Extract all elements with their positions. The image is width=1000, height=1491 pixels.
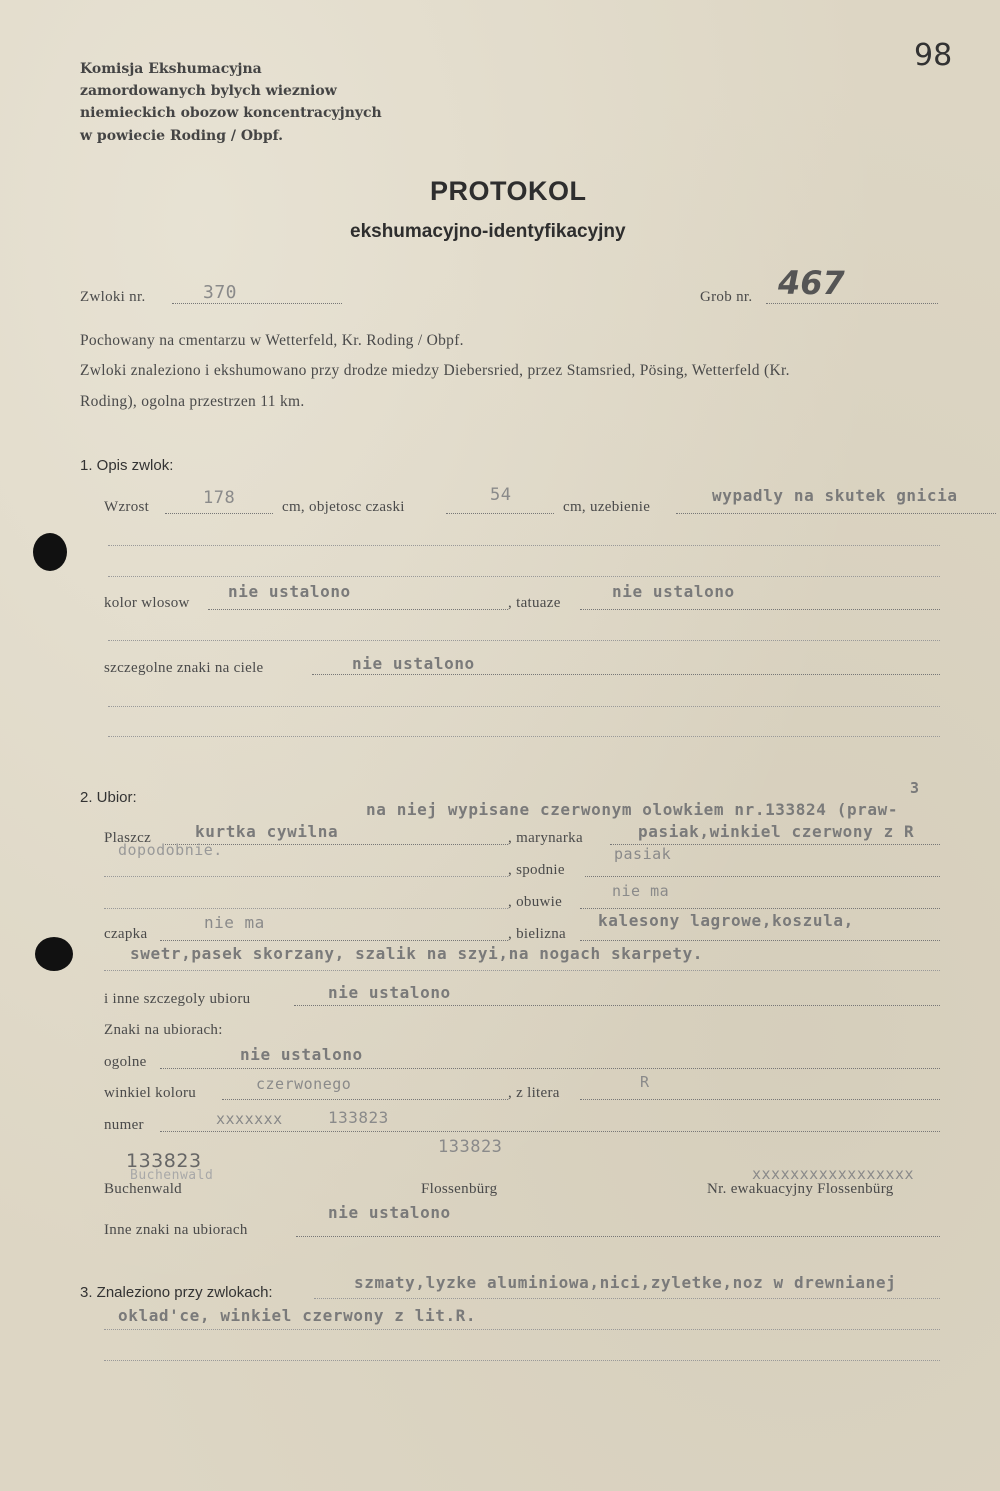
zwloki-value: 370 (203, 282, 238, 303)
wlosy-line (208, 609, 508, 610)
inne-szczegoly-label: i inne szczegoly ubioru (104, 991, 251, 1007)
intro-line-2: Zwloki znaleziono i ekshumowano przy drodze miedzy Diebersried, przez Stamsried, Pösing, Wetterfeld (Kr. (80, 362, 790, 379)
ogolne-label: ogolne (104, 1054, 147, 1070)
plaszcz-value-2: dopodobnie. (118, 841, 223, 859)
opis-blank-line-4 (108, 706, 940, 707)
znaleziono-line-3 (104, 1360, 940, 1361)
ogolne-line (160, 1068, 940, 1069)
czaszka-line (446, 513, 554, 514)
czaszka-value: 54 (490, 485, 512, 505)
marynarka-value: pasiak,winkiel czerwony z R (638, 822, 915, 841)
spodnie-left-line (104, 876, 508, 877)
section-3-heading: 3. Znaleziono przy zwlokach: (80, 1284, 273, 1301)
tatuaze-value: nie ustalono (612, 582, 735, 601)
znaki-na-ubiorach-heading: Znaki na ubiorach: (104, 1022, 223, 1038)
bielizna-label: , bielizna (508, 926, 566, 942)
wlosy-value: nie ustalono (228, 582, 351, 601)
punch-hole-bottom (35, 937, 73, 971)
znaki-line (312, 674, 940, 675)
tatuaze-label: , tatuaze (508, 595, 561, 611)
cm-uzebienie-label: cm, uzebienie (563, 499, 651, 515)
plaszcz-label: Plaszcz (104, 830, 152, 846)
document-title: PROTOKOL (430, 176, 587, 206)
cm-objetosc-label: cm, objetosc czaski (282, 499, 405, 515)
plaszcz-value: kurtka cywilna (195, 822, 339, 841)
inne-szczegoly-line (294, 1005, 940, 1006)
inne-znaki-value: nie ustalono (328, 1203, 451, 1222)
winkiel-value: czerwonego (256, 1075, 352, 1093)
buchenwald-strike: Buchenwald (130, 1168, 214, 1183)
winkiel-line (222, 1099, 508, 1100)
bielizna-value-2: swetr,pasek skorzany, szalik na szyi,na nogach skarpety. (130, 944, 704, 963)
opis-blank-line-3 (108, 640, 940, 641)
ewakuacyjny-strike: xxxxxxxxxxxxxxxxx (752, 1165, 915, 1183)
bielizna-value: kalesony lagrowe,koszula, (598, 911, 854, 930)
document-subtitle: ekshumacyjno-identyfikacyjny (350, 221, 626, 242)
zwloki-line (172, 303, 342, 304)
obuwie-label: , obuwie (508, 894, 563, 910)
org-line-1: Komisja Ekshumacyjna (80, 61, 262, 77)
obuwie-value: nie ma (612, 882, 670, 900)
numer-strike: xxxxxxx (216, 1110, 283, 1128)
uzebienie-line (676, 513, 996, 514)
inne-znaki-line (296, 1236, 940, 1237)
bielizna-line (580, 940, 940, 941)
section-2-heading: 2. Ubior: (80, 789, 137, 806)
section-1-heading: 1. Opis zwlok: (80, 457, 174, 474)
marynarka-label: , marynarka (508, 830, 583, 846)
litera-line (580, 1099, 940, 1100)
uzebienie-value: wypadly na skutek gnicia (712, 486, 958, 505)
wzrost-line (165, 513, 273, 514)
numer-label: numer (104, 1117, 144, 1133)
znaleziono-value-2: oklad'ce, winkiel czerwony z lit.R. (118, 1306, 477, 1325)
grob-line (766, 303, 938, 304)
czapka-label: czapka (104, 926, 148, 942)
org-line-4: w powiecie Roding / Obpf. (80, 128, 284, 144)
spodnie-value: pasiak (614, 845, 672, 863)
opis-blank-line-2 (108, 576, 940, 577)
flossenburg-number: 133823 (438, 1137, 503, 1157)
note-above: na niej wypisane czerwonym olowkiem nr.133824 (praw- (366, 800, 899, 819)
wzrost-label: Wzrost (104, 499, 150, 515)
znaleziono-line-1 (314, 1298, 940, 1299)
czapka-line (160, 940, 508, 941)
buchenwald-number: 133823 (126, 1150, 202, 1172)
wzrost-value: 178 (203, 488, 236, 508)
znaki-value: nie ustalono (352, 654, 475, 673)
inne-znaki-label: Inne znaki na ubiorach (104, 1222, 248, 1238)
org-line-3: niemieckich obozow koncentracyjnych (80, 105, 382, 121)
obuwie-left-line (104, 908, 508, 909)
numer-value: 133823 (328, 1108, 389, 1127)
buchenwald-label: Buchenwald (104, 1181, 182, 1197)
plaszcz-note-sup: 3 (910, 779, 920, 797)
wlosy-label: kolor wlosow (104, 595, 190, 611)
znaleziono-value-1: szmaty,lyzke aluminiowa,nici,zyletke,noz w drewnianej (354, 1273, 897, 1292)
czapka-value: nie ma (204, 913, 265, 932)
spodnie-label: , spodnie (508, 862, 565, 878)
grob-label: Grob nr. (700, 289, 753, 305)
grob-value: 467 (778, 264, 845, 302)
obuwie-line (580, 908, 940, 909)
ewakuacyjny-label: Nr. ewakuacyjny Flossenbürg (707, 1181, 894, 1197)
intro-line-1: Pochowany na cmentarzu w Wetterfeld, Kr. Roding / Obpf. (80, 332, 464, 349)
spodnie-line (585, 876, 940, 877)
numer-line (160, 1131, 940, 1132)
zwloki-label: Zwloki nr. (80, 289, 146, 305)
punch-hole-top (33, 533, 67, 571)
znaki-label: szczegolne znaki na ciele (104, 660, 264, 676)
litera-value: R (640, 1073, 650, 1091)
opis-blank-line-1 (108, 545, 940, 546)
inne-szczegoly-value: nie ustalono (328, 983, 451, 1002)
litera-label: , z litera (508, 1085, 560, 1101)
tatuaze-line (580, 609, 940, 610)
znaleziono-line-2 (104, 1329, 940, 1330)
ogolne-value: nie ustalono (240, 1045, 363, 1064)
intro-line-3: Roding), ogolna przestrzen 11 km. (80, 393, 305, 410)
winkiel-label: winkiel koloru (104, 1085, 197, 1101)
bielizna-second-line (104, 970, 940, 971)
org-line-2: zamordowanych bylych wiezniow (80, 83, 337, 99)
flossenburg-label: Flossenbürg (421, 1181, 498, 1197)
page-number: 98 (914, 38, 953, 73)
opis-blank-line-5 (108, 736, 940, 737)
